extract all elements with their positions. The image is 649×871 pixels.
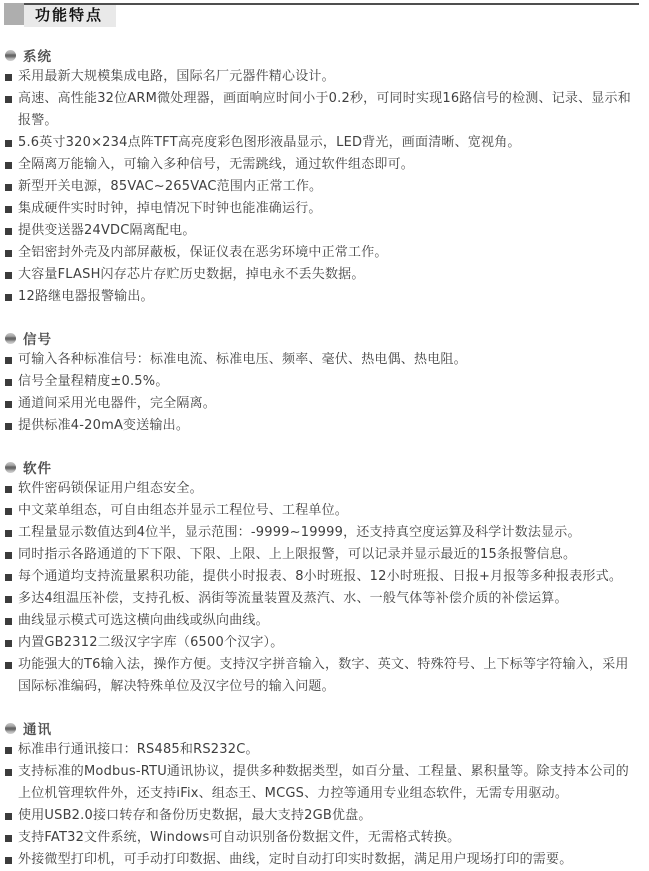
section-title: 系统 — [23, 49, 52, 65]
section — [4, 327, 639, 437]
square-bullet-icon — [5, 574, 12, 581]
header-accent-block — [4, 3, 24, 25]
feature-item — [4, 371, 639, 393]
feature-text: 工程量显示数值达到4位半，显示范围：-9999~19999，还支持真空度运算及科学计数法显示。 — [18, 525, 581, 540]
feature-text: 全铝密封外壳及内部屏蔽板，保证仪表在恶劣环境中正常工作。 — [18, 245, 388, 260]
feature-text: 曲线显示模式可选这横向曲线或纵向曲线。 — [18, 613, 269, 628]
page-title: 功能特点 — [24, 5, 116, 27]
square-bullet-icon — [5, 206, 12, 213]
section-title: 通讯 — [23, 722, 52, 738]
feature-item — [4, 198, 639, 220]
section — [4, 44, 639, 308]
sphere-bullet-icon — [5, 723, 16, 734]
feature-text: 可输入各种标准信号：标准电流、标准电压、频率、毫伏、热电偶、热电阻。 — [18, 352, 467, 367]
feature-item — [4, 849, 639, 871]
feature-item — [4, 566, 639, 588]
feature-text: 采用最新大规模集成电路，国际名厂元器件精心设计。 — [18, 69, 335, 84]
sphere-bullet-icon — [5, 462, 16, 473]
feature-text: 每个通道均支持流量累积功能，提供小时报表、8小时班报、12小时班报、日报+月报等多种报表形式。 — [18, 569, 623, 584]
feature-item — [4, 88, 639, 132]
section-header — [4, 456, 639, 478]
square-bullet-icon — [5, 530, 12, 537]
section-header — [4, 717, 639, 739]
page-header — [4, 3, 639, 27]
feature-text: 外接微型打印机，可手动打印数据、曲线，定时自动打印实时数据，满足用户现场打印的需要。 — [18, 852, 573, 867]
feature-item — [4, 500, 639, 522]
feature-text: 通道间采用光电器件，完全隔离。 — [18, 396, 217, 411]
feature-item — [4, 220, 639, 242]
feature-item — [4, 544, 639, 566]
feature-text: 集成硬件实时时钟，掉电情况下时钟也能准确运行。 — [18, 201, 322, 216]
feature-text: 支持FAT32文件系统，Windows可自动识别备份数据文件，无需格式转换。 — [18, 830, 461, 845]
square-bullet-icon — [5, 618, 12, 625]
square-bullet-icon — [5, 272, 12, 279]
feature-text: 标准串行通讯接口：RS485和RS232C。 — [18, 742, 259, 757]
square-bullet-icon — [5, 184, 12, 191]
feature-text: 提供变送器24VDC隔离配电。 — [18, 223, 196, 238]
feature-text: 支持标准的Modbus-RTU通讯协议，提供多种数据类型，如百分量、工程量、累积量等。除支持本公司的上位机管理软件外，还支持iFix、组态王、MCGS、力控等通用专业组态软件，无需专用驱动。 — [18, 764, 629, 801]
square-bullet-icon — [5, 662, 12, 669]
feature-item — [4, 393, 639, 415]
square-bullet-icon — [5, 250, 12, 257]
square-bullet-icon — [5, 96, 12, 103]
square-bullet-icon — [5, 747, 12, 754]
feature-item — [4, 610, 639, 632]
feature-text: 软件密码锁保证用户组态安全。 — [18, 481, 203, 496]
feature-item — [4, 176, 639, 198]
feature-text: 新型开关电源，85VAC~265VAC范围内正常工作。 — [18, 179, 323, 194]
feature-item — [4, 132, 639, 154]
sections-container — [4, 44, 639, 871]
square-bullet-icon — [5, 140, 12, 147]
feature-item — [4, 66, 639, 88]
square-bullet-icon — [5, 228, 12, 235]
feature-text: 中文菜单组态，可自由组态并显示工程位号、工程单位。 — [18, 503, 349, 518]
feature-text: 5.6英寸320×234点阵TFT高亮度彩色图形液晶显示，LED背光，画面清晰、宽视角。 — [18, 135, 521, 150]
feature-text: 同时指示各路通道的下下限、下限、上限、上上限报警，可以记录并显示最近的15条报警信息。 — [18, 547, 577, 562]
feature-item — [4, 805, 639, 827]
section-title: 信号 — [23, 332, 52, 348]
feature-item — [4, 739, 639, 761]
feature-item — [4, 522, 639, 544]
square-bullet-icon — [5, 401, 12, 408]
feature-item — [4, 478, 639, 500]
square-bullet-icon — [5, 596, 12, 603]
section-header — [4, 327, 639, 349]
feature-text: 信号全量程精度±0.5%。 — [18, 374, 169, 389]
square-bullet-icon — [5, 357, 12, 364]
feature-text: 多达4组温压补偿，支持孔板、涡街等流量装置及蒸汽、水、一般气体等补偿介质的补偿运算。 — [18, 591, 568, 606]
sphere-bullet-icon — [5, 333, 16, 344]
square-bullet-icon — [5, 813, 12, 820]
feature-text: 功能强大的T6输入法，操作方便。支持汉字拼音输入，数字、英文、特殊符号、上下标等字符输入，采用国际标准编码，解决特殊单位及汉字位号的输入问题。 — [18, 657, 629, 694]
feature-item — [4, 654, 639, 698]
square-bullet-icon — [5, 74, 12, 81]
feature-text: 12路继电器报警输出。 — [18, 289, 154, 304]
feature-item — [4, 154, 639, 176]
section-header — [4, 44, 639, 66]
section — [4, 717, 639, 871]
square-bullet-icon — [5, 294, 12, 301]
sphere-bullet-icon — [5, 50, 16, 61]
feature-item — [4, 632, 639, 654]
square-bullet-icon — [5, 379, 12, 386]
square-bullet-icon — [5, 423, 12, 430]
feature-text: 高速、高性能32位ARM微处理器，画面响应时间小于0.2秒，可同时实现16路信号的检测、记录、显示和报警。 — [18, 91, 631, 128]
feature-item — [4, 349, 639, 371]
square-bullet-icon — [5, 552, 12, 559]
feature-text: 提供标准4-20mA变送输出。 — [18, 418, 190, 433]
feature-item — [4, 286, 639, 308]
feature-item — [4, 415, 639, 437]
square-bullet-icon — [5, 640, 12, 647]
square-bullet-icon — [5, 769, 12, 776]
feature-text: 大容量FLASH闪存芯片存贮历史数据，掉电永不丢失数据。 — [18, 267, 365, 282]
feature-item — [4, 264, 639, 286]
square-bullet-icon — [5, 162, 12, 169]
feature-item — [4, 242, 639, 264]
header-rule — [24, 3, 639, 27]
square-bullet-icon — [5, 508, 12, 515]
feature-text: 全隔离万能输入，可输入多种信号，无需跳线，通过软件组态即可。 — [18, 157, 415, 172]
feature-item — [4, 827, 639, 849]
square-bullet-icon — [5, 835, 12, 842]
feature-text: 内置GB2312二级汉字字库（6500个汉字）。 — [18, 635, 284, 650]
feature-text: 使用USB2.0接口转存和备份历史数据，最大支持2GB优盘。 — [18, 808, 372, 823]
section — [4, 456, 639, 698]
section-title: 软件 — [23, 461, 52, 477]
square-bullet-icon — [5, 486, 12, 493]
feature-item — [4, 761, 639, 805]
feature-item — [4, 588, 639, 610]
